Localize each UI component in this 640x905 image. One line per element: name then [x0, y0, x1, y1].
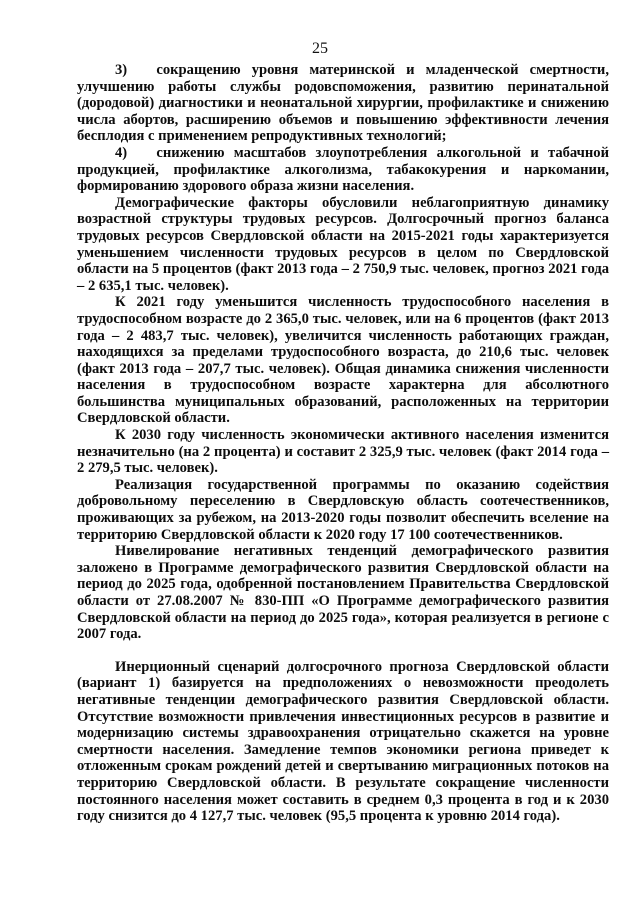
paragraph-inertial-scenario: Инерционный сценарий долгосрочного прогноза Свердловской области (вариант 1) базируется на предположениях о невозможности преодолеть негативные тенденции демографического развития Свердловской области. Отсутствие возможности привлечения инвестиционных ресурсов в развитие и модернизацию системы здравоохранения отрицательно скажется на уровне смертности населения. Замедление темпов экономики региона приведет к отложенным срокам рождений детей и свертыванию миграционных потоков на территорию Свердловской области. В результате сокращение численности постоянного населения может составить в среднем 0,3 процента в год и к 2030 году снизится до 4 127,7 тыс. человек (95,5 процента к уровню 2014 года).	[77, 658, 609, 825]
paragraph-2030-forecast: К 2030 году численность экономически активного населения изменится незначительно (на 2 процента) и составит 2 325,9 тыс. человек (факт 2014 года – 2 279,5 тыс. человек).	[77, 427, 609, 477]
paragraph-2021-forecast: К 2021 году уменьшится численность трудоспособного населения в трудоспособном возрасте до 2 365,0 тыс. человек, или на 6 процентов (факт 2013 года – 2 483,7 тыс. человек), увеличится численность работающих граждан, находящихся за пределами трудоспособного возраста, до 210,6 тыс. человек (факт 2013 года – 207,7 тыс. человек). Общая динамика снижения численности населения в трудоспособном возрасте характерна для абсолютного большинства муниципальных образований, расположенных на территории Свердловской области.	[77, 294, 609, 427]
list-item-3: 3) сокращению уровня материнской и младенческой смертности, улучшению работы службы родовспоможения, развитию перинатальной (дородовой) диагностики и неонатальной хирургии, профилактике и снижению числа абортов, расширению объемов и повышению эффективности лечения бесплодия с применением репродуктивных технологий;	[77, 62, 609, 145]
paragraph-resettlement-program: Реализация государственной программы по оказанию содействия добровольному переселению в Свердловскую область соотечественников, проживающих за рубежом, на 2013-2020 годы позволит обеспечить вселение на территорию Свердловской области к 2020 году 17 100 соотечественников.	[77, 476, 609, 543]
paragraph-demographic-program: Нивелирование негативных тенденций демографического развития заложено в Программе демографического развития Свердловской области на период до 2025 года, одобренной постановлением Правительства Свердловской области от 27.08.2007 № 830-ПП «О Программе демографического развития Свердловской области на период до 2025 года», которая реализуется в регионе с 2007 года.	[77, 543, 609, 643]
paragraph-demographic-factors: Демографические факторы обусловили неблагоприятную динамику возрастной структуры трудовых ресурсов. Долгосрочный прогноз баланса трудовых ресурсов Свердловской области на 2015-2021 годы характеризуется уменьшением численности трудовых ресурсов в целом по Свердловской области на 5 процентов (факт 2013 года – 2 750,9 тыс. человек, прогноз 2021 года – 2 635,1 тыс. человек).	[77, 194, 609, 294]
page-number: 25	[312, 40, 328, 57]
list-item-4: 4) снижению масштабов злоупотребления алкогольной и табачной продукцией, профилактике алкоголизма, табакокурения и наркомании, формированию здорового образа жизни населения.	[77, 144, 609, 195]
document-body	[77, 62, 609, 825]
